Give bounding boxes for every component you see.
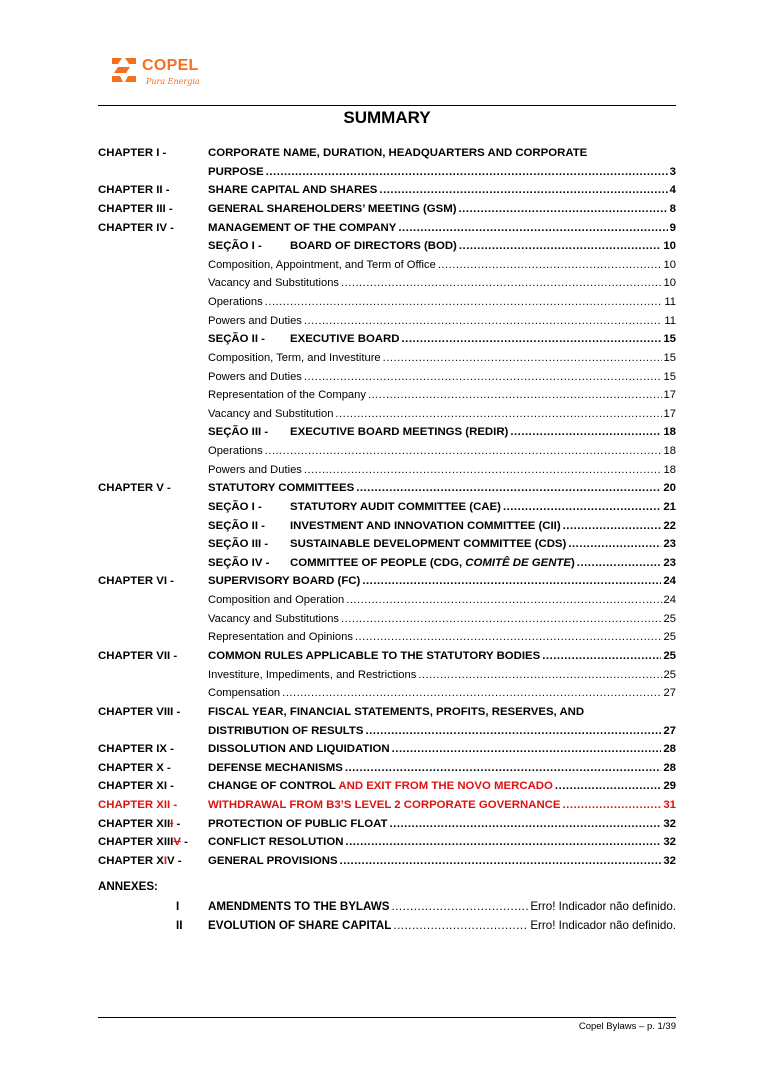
- toc-entry-text: [208, 777, 553, 795]
- toc-entry: [208, 163, 676, 181]
- toc-entry: [208, 442, 676, 460]
- toc-title-italic: COMITÊ DE GENTE: [465, 556, 571, 569]
- toc-entry: [208, 461, 676, 479]
- toc-entry-text: [208, 274, 339, 292]
- toc-entry: [208, 181, 676, 199]
- toc-entry: [208, 572, 676, 590]
- toc-entry-text: [208, 591, 344, 609]
- toc-page-number: 25: [663, 650, 676, 662]
- toc-row[interactable]: [98, 293, 676, 311]
- toc-leader-dots: [341, 274, 662, 292]
- toc-entry-text: [208, 722, 363, 740]
- toc-page-number: 15: [663, 370, 676, 383]
- toc-entry: [208, 330, 676, 348]
- toc-entry-text: [208, 144, 587, 162]
- toc-entry-text: [208, 554, 575, 572]
- toc-entry: [208, 219, 676, 237]
- toc-entry: [208, 852, 676, 870]
- toc-title: Operations: [208, 296, 263, 309]
- toc-entry-text: [208, 684, 280, 702]
- toc-chapter-label: CHAPTER III -: [98, 202, 173, 215]
- toc-chapter-suffix: V -: [167, 854, 182, 867]
- toc-entry: [208, 144, 676, 162]
- toc-leader-dots: [390, 815, 662, 833]
- toc-row[interactable]: [98, 628, 676, 646]
- toc-page-number: 8: [669, 202, 676, 215]
- toc-leader-dots: [503, 498, 661, 516]
- toc-row[interactable]: [98, 498, 676, 516]
- toc-entry-text: [208, 759, 343, 777]
- toc-title-after: ): [570, 556, 575, 569]
- toc-title: CHANGE OF CONTROL: [208, 780, 336, 793]
- toc-chapter-label: CHAPTER IX -: [98, 743, 174, 756]
- toc-page-number: 10: [663, 277, 676, 290]
- toc-leader-dots: [265, 293, 663, 311]
- toc-title: DISSOLUTION AND LIQUIDATION: [208, 743, 390, 756]
- annex-leader-dots: [391, 898, 528, 916]
- toc-chapter-label: CHAPTER V -: [98, 482, 171, 495]
- toc-row[interactable]: [98, 759, 676, 777]
- toc-section-label: SEÇÃO II -: [208, 519, 265, 532]
- toc-title-added: AND EXIT FROM THE NOVO MERCADO: [335, 780, 553, 793]
- toc-title: CORPORATE NAME, DURATION, HEADQUARTERS AND CORPORATE: [208, 147, 588, 159]
- toc-row[interactable]: [98, 517, 676, 535]
- toc-entry: [208, 833, 676, 851]
- toc-page-number: 23: [663, 538, 676, 551]
- toc-leader-dots: [335, 405, 661, 423]
- copel-logo-icon: [110, 56, 138, 86]
- footer-rule: [98, 1017, 676, 1018]
- toc-title: Composition, Appointment, and Term of Office: [208, 258, 436, 271]
- page-footer: Copel Bylaws – p. 1/39: [578, 1021, 676, 1032]
- toc-leader-dots: [577, 554, 662, 572]
- toc-entry: [208, 293, 676, 311]
- annex-title: AMENDMENTS TO THE BYLAWS: [208, 900, 390, 913]
- toc-title: Investiture, Impediments, and Restrictions: [208, 668, 417, 681]
- toc-entry: [208, 554, 676, 572]
- toc-title: COMMON RULES APPLICABLE TO THE STATUTORY BODIES: [208, 650, 541, 662]
- toc-entry: [208, 628, 676, 646]
- toc-page-number: 27: [663, 687, 676, 700]
- toc-leader-dots: [459, 200, 668, 218]
- toc-chapter-suffix: -: [173, 817, 181, 830]
- toc-title: SHARE CAPITAL AND SHARES: [208, 184, 378, 197]
- annexes-heading: ANNEXES:: [98, 880, 158, 893]
- toc-section-label: SEÇÃO II -: [208, 333, 265, 346]
- toc-leader-dots: [345, 759, 662, 777]
- toc-title: STATUTORY AUDIT COMMITTEE (CAE): [290, 500, 501, 513]
- toc-page-number: 24: [663, 575, 676, 588]
- toc-title: Compensation: [208, 687, 281, 700]
- toc-row[interactable]: [98, 461, 676, 479]
- toc-page-number: 32: [663, 817, 676, 830]
- toc-row[interactable]: [98, 740, 676, 758]
- toc-row[interactable]: [98, 237, 676, 255]
- toc-page-number: 25: [663, 668, 676, 681]
- toc-section-label: SEÇÃO III -: [208, 538, 269, 551]
- toc-chapter-prefix: CHAPTER X: [98, 854, 164, 867]
- toc-title: COMMITTEE OF PEOPLE (CDG,: [290, 556, 466, 569]
- toc-entry: [208, 237, 676, 255]
- toc-title: Vacancy and Substitutions: [208, 277, 340, 290]
- toc-entry: [208, 498, 676, 516]
- toc-leader-dots: [346, 591, 661, 609]
- toc-leader-dots: [563, 796, 662, 814]
- logo-tagline: Pura Energia: [146, 77, 200, 86]
- toc-entry: [208, 256, 676, 274]
- toc-title: BOARD OF DIRECTORS (BOD): [290, 240, 457, 253]
- toc-leader-dots: [555, 777, 661, 795]
- toc-chapter-deleted: V: [173, 836, 181, 849]
- toc-entry-text: [208, 796, 561, 814]
- toc-row[interactable]: [98, 423, 676, 441]
- toc-row[interactable]: [98, 349, 676, 367]
- annex-leader-dots: [393, 917, 528, 935]
- toc-entry: [208, 591, 676, 609]
- logo-wordmark: COPEL: [142, 57, 199, 74]
- toc-page-number: 10: [663, 240, 676, 253]
- toc-row[interactable]: [98, 144, 676, 162]
- toc-entry: [208, 274, 676, 292]
- toc-page-number: 18: [663, 426, 676, 439]
- toc-row[interactable]: [98, 815, 676, 833]
- toc-leader-dots: [402, 330, 662, 348]
- toc-row[interactable]: [98, 479, 676, 497]
- toc-title: Vacancy and Substitutions: [208, 612, 340, 625]
- toc-page-number: 28: [663, 761, 676, 774]
- toc-chapter-prefix: CHAPTER XIII: [98, 836, 174, 849]
- toc-entry-text: [208, 461, 302, 479]
- toc-title: EXECUTIVE BOARD: [290, 333, 400, 346]
- toc-title: MANAGEMENT OF THE COMPANY: [208, 221, 397, 234]
- toc-title: DISTRIBUTION OF RESULTS: [208, 724, 364, 737]
- toc-page-number: 3: [669, 165, 676, 178]
- toc-entry-text: [208, 330, 400, 348]
- toc-entry-text: [208, 647, 540, 665]
- toc-entry: [208, 200, 676, 218]
- toc-row[interactable]: [98, 703, 676, 721]
- toc-row[interactable]: [98, 647, 676, 665]
- toc-row[interactable]: [98, 256, 676, 274]
- toc-page-number: 32: [663, 836, 676, 849]
- page-title: SUMMARY: [343, 108, 431, 127]
- toc-page-number: 28: [663, 743, 676, 756]
- toc-leader-dots: [398, 219, 667, 237]
- annex-entry: [208, 917, 676, 935]
- toc-row[interactable]: [98, 368, 676, 386]
- toc-entry-text: [208, 517, 561, 535]
- toc-title: Powers and Duties: [208, 314, 302, 327]
- toc-leader-dots: [510, 423, 661, 441]
- toc-entry-text: [208, 498, 501, 516]
- toc-page-number: 17: [663, 389, 676, 402]
- toc-leader-dots: [304, 368, 662, 386]
- toc-entry: [208, 517, 676, 535]
- toc-page-number: 4: [669, 184, 676, 197]
- toc-row[interactable]: [98, 796, 676, 814]
- annex-row[interactable]: [98, 917, 676, 935]
- toc-chapter-label: CHAPTER XII -: [98, 799, 178, 812]
- toc-leader-dots: [383, 349, 662, 367]
- toc-chapter-label: CHAPTER VI -: [98, 575, 174, 588]
- toc-chapter-deleted: I: [170, 817, 174, 830]
- toc-title: INVESTMENT AND INNOVATION COMMITTEE (CII): [290, 519, 561, 532]
- toc-page-number: 11: [664, 296, 676, 309]
- toc-page-number: 25: [663, 612, 676, 625]
- toc-title: SUSTAINABLE DEVELOPMENT COMMITTEE (CDS): [290, 538, 567, 551]
- toc-row[interactable]: [98, 852, 676, 870]
- toc-title: SUPERVISORY BOARD (FC): [208, 575, 361, 588]
- toc-chapter-label: CHAPTER X -: [98, 761, 171, 774]
- toc-page-number: 32: [663, 854, 676, 867]
- toc-entry-text: [208, 368, 302, 386]
- toc-page-number: 31: [663, 799, 676, 812]
- toc-page-number: 9: [669, 221, 676, 234]
- toc-row[interactable]: [98, 591, 676, 609]
- toc-row[interactable]: [98, 572, 676, 590]
- toc-entry: [208, 423, 676, 441]
- toc-chapter-label: CHAPTER IV -: [98, 221, 174, 234]
- toc-entry-text: [208, 572, 360, 590]
- toc-leader-dots: [392, 740, 662, 758]
- toc-title: Operations: [208, 445, 263, 458]
- toc-entry-text: [208, 703, 584, 721]
- toc-leader-dots: [418, 666, 661, 684]
- annex-entry: [208, 898, 676, 916]
- toc-entry-text: [208, 442, 263, 460]
- toc-entry: [208, 610, 676, 628]
- toc-leader-dots: [379, 181, 667, 199]
- toc-row[interactable]: [98, 386, 676, 404]
- toc-entry-text: [208, 312, 302, 330]
- toc-title: Composition, Term, and Investiture: [208, 351, 381, 364]
- toc-leader-dots: [341, 610, 662, 628]
- toc-title: CONFLICT RESOLUTION: [208, 836, 344, 849]
- toc-row[interactable]: [98, 163, 676, 181]
- annex-row[interactable]: [98, 898, 676, 916]
- toc-leader-dots: [304, 312, 662, 330]
- toc-row[interactable]: [98, 181, 676, 199]
- toc-leader-dots: [365, 722, 661, 740]
- toc-row[interactable]: [98, 200, 676, 218]
- toc-page-number: 11: [664, 314, 676, 327]
- toc-entry-text: [208, 423, 508, 441]
- toc-title: GENERAL PROVISIONS: [208, 854, 338, 867]
- toc-leader-dots: [542, 647, 661, 665]
- toc-chapter-label: [98, 852, 182, 870]
- toc-leader-dots: [368, 386, 662, 404]
- annex-page-ref: Erro! Indicador não definido.: [530, 919, 676, 932]
- toc-leader-dots: [304, 461, 662, 479]
- annex-number: II: [176, 919, 183, 932]
- toc-page-number: 20: [663, 482, 676, 495]
- toc-row[interactable]: [98, 833, 676, 851]
- toc-entry-text: [208, 610, 339, 628]
- toc-leader-dots: [340, 852, 662, 870]
- toc-chapter-inserted: I: [163, 854, 167, 867]
- toc-entry-text: [208, 181, 377, 199]
- toc-page-number: 27: [663, 724, 676, 737]
- toc-entry: [208, 312, 676, 330]
- toc-row[interactable]: [98, 684, 676, 702]
- toc-entry: [208, 535, 676, 553]
- toc-leader-dots: [345, 833, 661, 851]
- toc-entry: [208, 666, 676, 684]
- toc-chapter-label: CHAPTER XI -: [98, 780, 174, 793]
- toc-leader-dots: [282, 684, 661, 702]
- toc-page-number: 25: [663, 631, 676, 644]
- toc-entry-text: [208, 815, 388, 833]
- toc-page-number: 18: [663, 463, 676, 476]
- toc-entry: [208, 759, 676, 777]
- toc-entry-text: [208, 219, 396, 237]
- toc-row[interactable]: [98, 722, 676, 740]
- toc-entry-text: [208, 852, 338, 870]
- toc-leader-dots: [355, 628, 662, 646]
- toc-leader-dots: [266, 163, 668, 181]
- toc-title: PROTECTION OF PUBLIC FLOAT: [208, 817, 388, 830]
- toc-title: STATUTORY COMMITTEES: [208, 482, 355, 495]
- toc-entry: [208, 647, 676, 665]
- toc-entry-text: [208, 479, 354, 497]
- toc-leader-dots: [362, 572, 661, 590]
- toc-row[interactable]: [98, 405, 676, 423]
- toc-page-number: 23: [663, 556, 676, 569]
- toc-page-number: 22: [663, 519, 676, 532]
- toc-row[interactable]: [98, 554, 676, 572]
- toc-entry-text: [208, 405, 333, 423]
- toc-entry: [208, 722, 676, 740]
- toc-chapter-prefix: CHAPTER XII: [98, 817, 171, 830]
- toc-entry: [208, 349, 676, 367]
- toc-title: Powers and Duties: [208, 463, 302, 476]
- toc-entry: [208, 815, 676, 833]
- toc-entry-text: [208, 833, 343, 851]
- annex-number: I: [176, 900, 180, 913]
- toc-section-label: SEÇÃO III -: [208, 426, 269, 439]
- toc-title: EXECUTIVE BOARD MEETINGS (REDIR): [290, 426, 509, 439]
- toc-entry: [208, 684, 676, 702]
- toc-row[interactable]: [98, 274, 676, 292]
- toc-entry: [208, 386, 676, 404]
- toc-row[interactable]: [98, 330, 676, 348]
- toc-leader-dots: [568, 535, 661, 553]
- toc-section-label: SEÇÃO I -: [208, 240, 262, 253]
- toc-leader-dots: [438, 256, 662, 274]
- toc-row[interactable]: [98, 312, 676, 330]
- toc-title: GENERAL SHAREHOLDERS’ MEETING (GSM): [208, 202, 457, 215]
- toc-title: WITHDRAWAL FROM B3’S LEVEL 2 CORPORATE GOVERNANCE: [208, 799, 561, 812]
- toc-chapter-label: [98, 833, 188, 851]
- toc-section-label: SEÇÃO IV -: [208, 556, 270, 569]
- toc-entry-text: [208, 740, 390, 758]
- toc-leader-dots: [459, 237, 661, 255]
- toc-entry-text: [208, 628, 353, 646]
- toc-title: Powers and Duties: [208, 370, 302, 383]
- toc-entry-text: [208, 200, 457, 218]
- copel-logo: [110, 54, 210, 94]
- toc-page-number: 21: [663, 500, 676, 513]
- toc-page-number: 15: [663, 351, 676, 364]
- toc-page-number: 24: [663, 594, 676, 607]
- toc-entry-text: [208, 666, 416, 684]
- toc-entry-text: [208, 293, 263, 311]
- toc-entry: [208, 368, 676, 386]
- annex-page-ref: Erro! Indicador não definido.: [530, 900, 676, 913]
- toc-row[interactable]: [98, 535, 676, 553]
- toc-page-number: 15: [663, 333, 676, 346]
- toc-row[interactable]: [98, 219, 676, 237]
- toc-leader-dots: [356, 479, 661, 497]
- toc-chapter-label: CHAPTER I -: [98, 147, 167, 159]
- toc-entry-text: [208, 163, 264, 181]
- toc-row[interactable]: [98, 777, 676, 795]
- toc-chapter-label: CHAPTER II -: [98, 184, 170, 197]
- toc-entry-text: [208, 237, 457, 255]
- toc-chapter-label: CHAPTER VII -: [98, 650, 178, 662]
- toc-chapter-label: [98, 815, 180, 833]
- toc-entry-text: [208, 256, 436, 274]
- toc-entry-text: [208, 535, 566, 553]
- toc-section-label: SEÇÃO I -: [208, 500, 262, 513]
- toc-chapter-suffix: -: [180, 836, 188, 849]
- toc-title: FISCAL YEAR, FINANCIAL STATEMENTS, PROFITS, RESERVES, AND: [208, 705, 585, 718]
- toc-leader-dots: [563, 517, 662, 535]
- toc-page-number: 29: [663, 780, 676, 793]
- toc-entry: [208, 703, 676, 721]
- toc-entry-text: [208, 349, 381, 367]
- toc-title: Composition and Operation: [208, 594, 345, 607]
- toc-chapter-label: CHAPTER VIII -: [98, 705, 181, 718]
- toc-entry: [208, 796, 676, 814]
- toc-row[interactable]: [98, 610, 676, 628]
- toc-title: Representation and Opinions: [208, 631, 353, 644]
- toc-page-number: 17: [663, 407, 676, 420]
- header-rule: [98, 105, 676, 106]
- toc-title: Vacancy and Substitution: [208, 407, 334, 420]
- toc-entry: [208, 777, 676, 795]
- toc-entry: [208, 479, 676, 497]
- toc-entry: [208, 405, 676, 423]
- toc-row[interactable]: [98, 666, 676, 684]
- toc-page-number: 18: [663, 445, 676, 458]
- toc-title: Representation of the Company: [208, 389, 366, 402]
- toc-title: PURPOSE: [208, 165, 264, 178]
- toc-leader-dots: [265, 442, 662, 460]
- toc-title: DEFENSE MECHANISMS: [208, 761, 343, 774]
- toc-row[interactable]: [98, 442, 676, 460]
- toc-entry-text: [208, 386, 366, 404]
- toc-entry: [208, 740, 676, 758]
- toc-page-number: 10: [663, 258, 676, 271]
- annex-title: EVOLUTION OF SHARE CAPITAL: [208, 919, 392, 932]
